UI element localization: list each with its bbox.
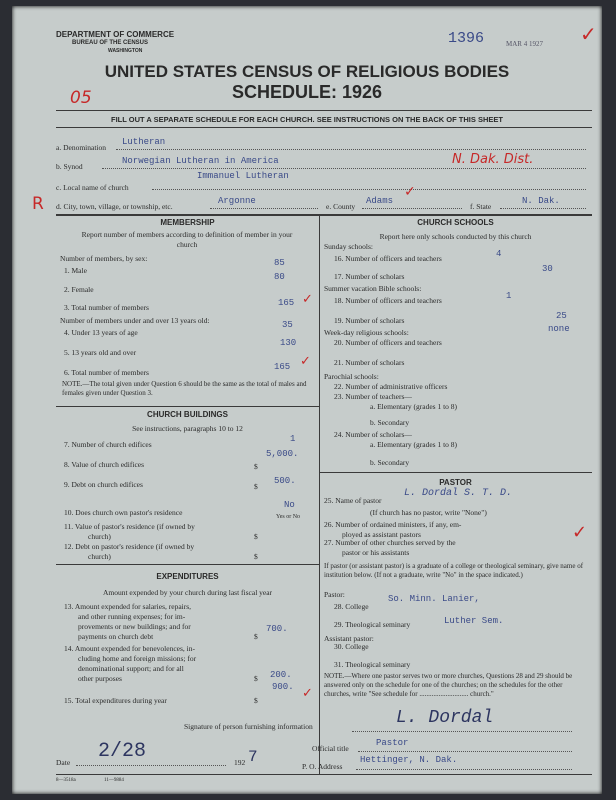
pastor-title: PASTOR	[439, 478, 472, 487]
q18-label: 18. Number of officers and teachers	[334, 296, 442, 305]
q5-label: 5. 13 years old and over	[64, 348, 137, 357]
q27-line2: pastor or his assistants	[342, 548, 410, 557]
q31-label: 31. Theological seminary	[334, 660, 411, 669]
q9-value: 500.	[274, 476, 296, 486]
expenditures-title: EXPENDITURES	[156, 572, 219, 581]
form-subtitle: SCHEDULE: 1926	[231, 82, 383, 102]
q24a-label: a. Elementary (grades 1 to 8)	[370, 440, 458, 449]
dot-leader	[152, 188, 586, 190]
q27-line1: 27. Number of other churches served by the	[324, 538, 456, 547]
q16-value: 4	[496, 249, 502, 259]
q14-line4: other purposes	[78, 674, 122, 683]
year-suffix: 7	[248, 748, 258, 766]
q14-line3: denominational support; and for all	[78, 664, 184, 673]
q23b-label: b. Secondary	[370, 418, 410, 427]
summer-label: Summer vacation Bible schools:	[324, 284, 422, 293]
dollar-sign: $	[254, 552, 258, 561]
q25-value: L. Dordal S. T. D.	[404, 488, 513, 499]
dot-leader	[362, 207, 462, 209]
instruction-line: FILL OUT A SEPARATE SCHEDULE FOR EACH CHURCH. SEE INSTRUCTIONS ON THE BACK OF THIS SHEET	[111, 115, 503, 124]
dot-leader	[210, 207, 318, 209]
q10-value: No	[284, 500, 295, 510]
dot-leader	[500, 207, 586, 209]
q22-label: 22. Number of administrative officers	[334, 382, 448, 391]
q24b-label: b. Secondary	[370, 458, 410, 467]
yes-no-hint: Yes or No	[276, 514, 301, 520]
po-address-value: Hettinger, N. Dak.	[360, 755, 458, 765]
q14-line1: 14. Amount expended for benevolences, in-	[64, 644, 196, 653]
q30-label: 30. College	[334, 642, 369, 651]
q17-label: 17. Number of scholars	[334, 272, 405, 281]
check-mark: ✓	[580, 22, 597, 46]
signature-label: Signature of person furnishing information	[184, 722, 313, 731]
section-rule	[56, 406, 319, 407]
district-note: N. Dak. Dist.	[452, 152, 534, 167]
r-mark: R	[32, 194, 44, 214]
q24-label: 24. Number of scholars—	[334, 430, 412, 439]
q1-value: 85	[274, 258, 285, 268]
dept-name: DEPARTMENT OF COMMERCE	[56, 30, 175, 39]
expenditures-intro: Amount expended by your church during last fiscal year	[102, 588, 273, 597]
dot-leader	[358, 750, 572, 752]
dollar-sign: $	[254, 482, 258, 491]
official-title-label: Official title	[312, 744, 349, 753]
q12-label-line2: church)	[88, 552, 111, 561]
q19-label: 19. Number of scholars	[334, 316, 405, 325]
q26-line1: 26. Number of ordained ministers, if any, em-	[324, 520, 462, 529]
q29-value: Luther Sem.	[444, 616, 504, 626]
q20-value: none	[548, 324, 570, 334]
q9-label: 9. Debt on church edifices	[64, 480, 143, 489]
q6-value: 165	[274, 362, 291, 372]
check-mark: ✓	[302, 686, 313, 701]
divider	[56, 127, 592, 128]
q14-value: 200.	[270, 670, 292, 680]
q17-value: 30	[542, 264, 553, 274]
buildings-title: CHURCH BUILDINGS	[147, 410, 228, 419]
q4-value: 35	[282, 320, 293, 330]
print-number: 11—9884	[104, 778, 124, 783]
q2-label: 2. Female	[64, 285, 94, 294]
dollar-sign: $	[254, 532, 258, 541]
membership-title: MEMBERSHIP	[160, 218, 215, 227]
po-address-label: P. O. Address	[302, 762, 343, 771]
schools-intro: Report here only schools conducted by this church	[379, 232, 532, 241]
margin-mark: 05	[70, 88, 92, 108]
q13-line3: provements or new buildings; and for	[78, 622, 191, 631]
q7-label: 7. Number of church edifices	[64, 440, 152, 449]
q13-line4: payments on church debt	[78, 632, 154, 641]
denomination-label: a. Denomination	[56, 143, 106, 152]
synod-value: Norwegian Lutheran in America	[122, 156, 279, 166]
graduate-note: If pastor (or assistant pastor) is a graduate of a college or theological seminary, give name of institution below. (If not a graduate, write "No" in the space indicated.)	[324, 562, 584, 579]
check-mark: ✓	[302, 292, 313, 307]
church-name-value: Immanuel Lutheran	[197, 171, 289, 181]
q10-label: 10. Does church own pastor's residence	[64, 508, 183, 517]
q12-label-line1: 12. Debt on pastor's residence (if owned by	[64, 542, 195, 551]
dollar-sign: $	[254, 632, 258, 641]
q28-value: So. Minn. Lanier,	[388, 594, 480, 604]
q19-value: 25	[556, 311, 567, 321]
q13-value: 700.	[266, 624, 288, 634]
q23a-label: a. Elementary (grades 1 to 8)	[370, 402, 458, 411]
county-value: Adams	[366, 196, 394, 206]
form-number: 8—3518a	[56, 778, 76, 783]
city-value: Argonne	[218, 196, 256, 206]
q14-line2: cluding home and foreign missions; for	[78, 654, 197, 663]
schools-title: CHURCH SCHOOLS	[417, 218, 494, 227]
q21-label: 21. Number of scholars	[334, 358, 405, 367]
parochial-label: Parochial schools:	[324, 372, 379, 381]
q15-label: 15. Total expenditures during year	[64, 696, 167, 705]
q13-line2: and other running expenses; for im-	[78, 612, 186, 621]
denomination-value: Lutheran	[122, 137, 166, 147]
section-rule	[56, 774, 592, 775]
received-date-stamp: MAR 4 1927	[506, 40, 543, 48]
dollar-sign: $	[254, 674, 258, 683]
form-title: UNITED STATES CENSUS OF RELIGIOUS BODIES	[104, 62, 510, 81]
census-schedule-sheet	[12, 6, 602, 794]
signature-value: L. Dordal	[396, 708, 494, 728]
state-value: N. Dak.	[522, 196, 560, 206]
dot-leader	[102, 167, 586, 169]
dot-leader	[76, 764, 226, 766]
section-rule	[56, 214, 592, 216]
county-label: e. County	[326, 202, 356, 211]
sunday-label: Sunday schools:	[324, 242, 373, 251]
dot-leader	[116, 148, 586, 150]
q29-label: 29. Theological seminary	[334, 620, 411, 629]
check-mark: ✓	[300, 354, 311, 369]
q3-value: 165	[278, 298, 295, 308]
date-value: 2/28	[98, 740, 147, 763]
dot-leader	[356, 768, 572, 770]
q11-label-line1: 11. Value of pastor's residence (if owned by	[64, 522, 195, 531]
q25-label: 25. Name of pastor	[324, 496, 382, 505]
synod-label: b. Synod	[56, 162, 83, 171]
serial-stamp: 1396	[448, 30, 485, 47]
date-label: Date	[56, 758, 71, 767]
q28-label: 28. College	[334, 602, 369, 611]
q25-note: (If church has no pastor, write "None")	[370, 508, 487, 517]
q11-label-line2: church)	[88, 532, 111, 541]
membership-note: NOTE.—The total given under Question 6 should be the same as the total of males and females given under Question 3.	[62, 380, 307, 397]
check-mark: ✓	[572, 522, 588, 543]
pastor-sub-label: Pastor:	[324, 590, 345, 599]
buildings-intro: See instructions, paragraphs 10 to 12	[132, 424, 243, 433]
assistant-label: Assistant pastor:	[324, 634, 374, 643]
q15-value: 900.	[272, 682, 294, 692]
q1-label: 1. Male	[64, 266, 87, 275]
q7-value: 1	[290, 434, 296, 444]
official-title-value: Pastor	[376, 738, 409, 748]
q5-value: 130	[280, 338, 297, 348]
bureau-city: WASHINGTON	[108, 48, 143, 54]
q23-label: 23. Number of teachers—	[334, 392, 412, 401]
state-label: f. State	[470, 202, 492, 211]
age-intro-label: Number of members under and over 13 years old:	[60, 316, 210, 325]
by-sex-label: Number of members, by sex:	[60, 254, 148, 263]
dollar-sign: $	[254, 462, 258, 471]
q20-label: 20. Number of officers and teachers	[334, 338, 442, 347]
section-rule	[56, 564, 319, 565]
q8-value: 5,000.	[266, 449, 299, 459]
membership-intro: Report number of members according to definition of member in your church	[81, 230, 293, 249]
q4-label: 4. Under 13 years of age	[64, 328, 138, 337]
q16-label: 16. Number of officers and teachers	[334, 254, 442, 263]
end-note: NOTE.—Where one pastor serves two or more churches, Questions 28 and 29 should be answered only on the schedule for one of the churches; on the schedules for the other churches, write "See schedule for ............................ church."	[324, 672, 573, 698]
city-label: d. City, town, village, or township, etc.	[56, 202, 173, 211]
section-rule	[319, 472, 592, 473]
bureau-name: BUREAU OF THE CENSUS	[72, 40, 149, 46]
q2-value: 80	[274, 272, 285, 282]
q6-label: 6. Total number of members	[64, 368, 149, 377]
q3-label: 3. Total number of members	[64, 303, 149, 312]
year-prefix: 192	[234, 758, 246, 767]
q13-line1: 13. Amount expended for salaries, repairs,	[64, 602, 192, 611]
weekday-label: Week-day religious schools:	[324, 328, 409, 337]
divider	[56, 110, 592, 111]
q26-line2: ployed as assistant pastors	[342, 530, 421, 539]
column-divider	[319, 214, 320, 774]
dollar-sign: $	[254, 696, 258, 705]
church-name-label: c. Local name of church	[56, 183, 129, 192]
q8-label: 8. Value of church edifices	[64, 460, 145, 469]
dot-leader	[352, 730, 572, 732]
check-mark: ✓	[404, 184, 416, 200]
q18-value: 1	[506, 291, 512, 301]
